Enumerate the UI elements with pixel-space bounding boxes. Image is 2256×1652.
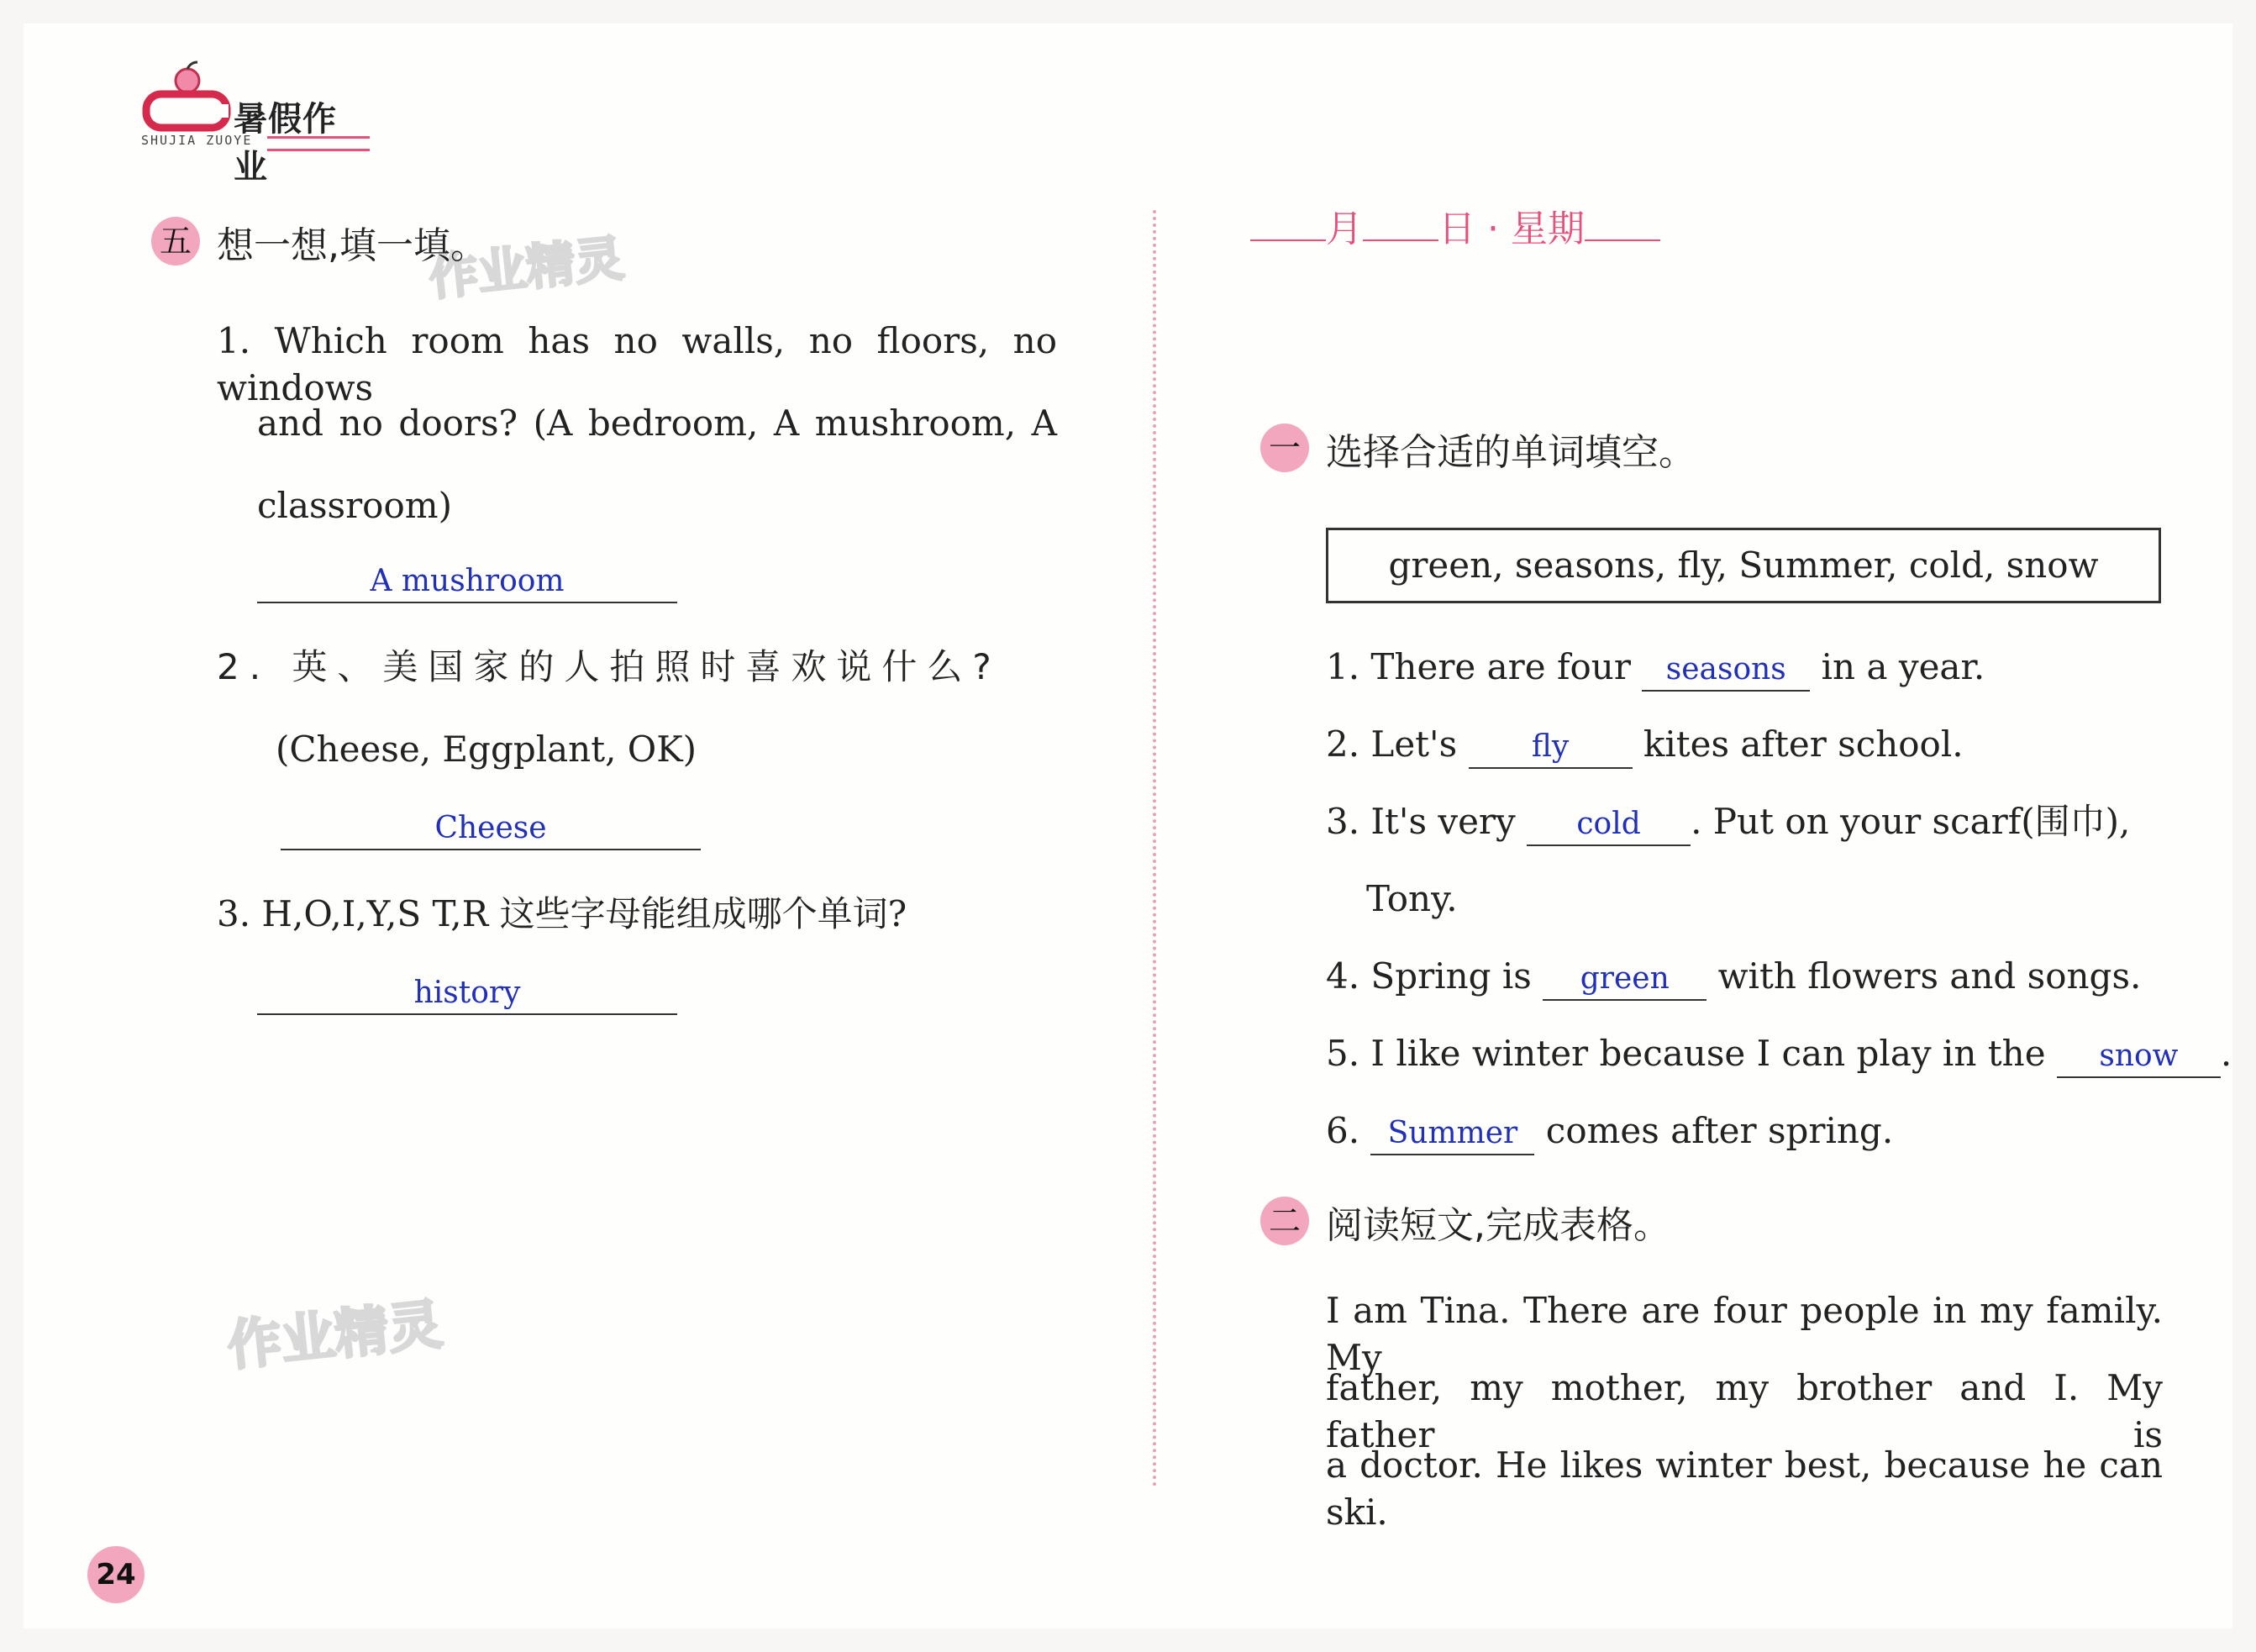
- q3-line1: 3. H,O,I,Y,S T,R 这些字母能组成哪个单词?: [217, 893, 907, 934]
- section-title-one: 选择合适的单词填空。: [1326, 431, 1696, 474]
- fill-item-6: 6. Summer comes after spring.: [1326, 1107, 1893, 1155]
- fill-answer-4: green: [1580, 961, 1670, 996]
- fill-answer-5: snow: [2099, 1039, 2179, 1073]
- fill-item-3: 3. It's very cold . Put on your scarf(围巾),: [1326, 798, 2130, 846]
- q1-line2: and no doors? (A bedroom, A mushroom, A: [257, 402, 1057, 444]
- fill-item-3-cont: Tony.: [1366, 878, 1458, 919]
- q3-answer: history: [413, 976, 521, 1010]
- fill-item-5: 5. I like winter because I can play in the snow .: [1326, 1030, 2232, 1078]
- date-day-label: 日 · 星期: [1438, 208, 1585, 250]
- passage-line-3: a doctor. He likes winter best, because he can ski.: [1326, 1444, 2163, 1533]
- section-title-two: 阅读短文,完成表格。: [1326, 1204, 1670, 1247]
- date-line: [1250, 198, 1660, 252]
- fill-item-2: 2. Let's fly kites after school.: [1326, 721, 1964, 769]
- logo: [141, 61, 368, 187]
- q1-answer: A mushroom: [370, 564, 565, 598]
- section-badge-two: 二: [1260, 1197, 1309, 1245]
- date-month-label: 月: [1326, 208, 1363, 250]
- q2-answer-blank: [281, 808, 701, 850]
- q2-line2: (Cheese, Eggplant, OK): [276, 729, 697, 770]
- passage-line-2: father, my mother, my brother and I. My father is: [1326, 1367, 2163, 1455]
- logo-underline: [267, 136, 370, 151]
- logo-title: 暑假作业: [234, 100, 337, 187]
- section-badge-one: 一: [1260, 424, 1309, 472]
- q2-line1: 2. 英、美国家的人拍照时喜欢说什么?: [217, 646, 1002, 687]
- q1-line3: classroom): [257, 485, 452, 526]
- fill-answer-1: seasons: [1665, 652, 1786, 687]
- word-bank-box: green, seasons, fly, Summer, cold, snow: [1326, 528, 2161, 603]
- page-number: 24: [87, 1546, 145, 1603]
- q1-line1: 1. Which room has no walls, no floors, no windows: [217, 320, 1057, 408]
- watermark-bottom: 作业精灵: [224, 1293, 445, 1379]
- fill-answer-3: cold: [1576, 807, 1641, 841]
- page-divider: [1153, 210, 1156, 1487]
- book-apple-icon: [141, 61, 234, 136]
- fill-answer-2: fly: [1531, 729, 1570, 764]
- passage-line-1: I am Tina. There are four people in my family. My: [1326, 1290, 2163, 1378]
- fill-answer-6: Summer: [1387, 1116, 1518, 1150]
- q2-answer: Cheese: [434, 811, 547, 845]
- q1-answer-blank: [257, 561, 677, 603]
- section-badge-five: 五: [151, 217, 200, 266]
- fill-item-1: 1. There are four seasons in a year.: [1326, 644, 1985, 692]
- watermark-top: 作业精灵: [426, 229, 627, 307]
- q3-answer-blank: [257, 973, 677, 1015]
- section-title-five: 想一想,填一填。: [217, 224, 487, 267]
- fill-item-4: 4. Spring is green with flowers and songs.: [1326, 953, 2141, 1001]
- logo-pinyin: SHUJIA ZUOYE: [141, 133, 253, 148]
